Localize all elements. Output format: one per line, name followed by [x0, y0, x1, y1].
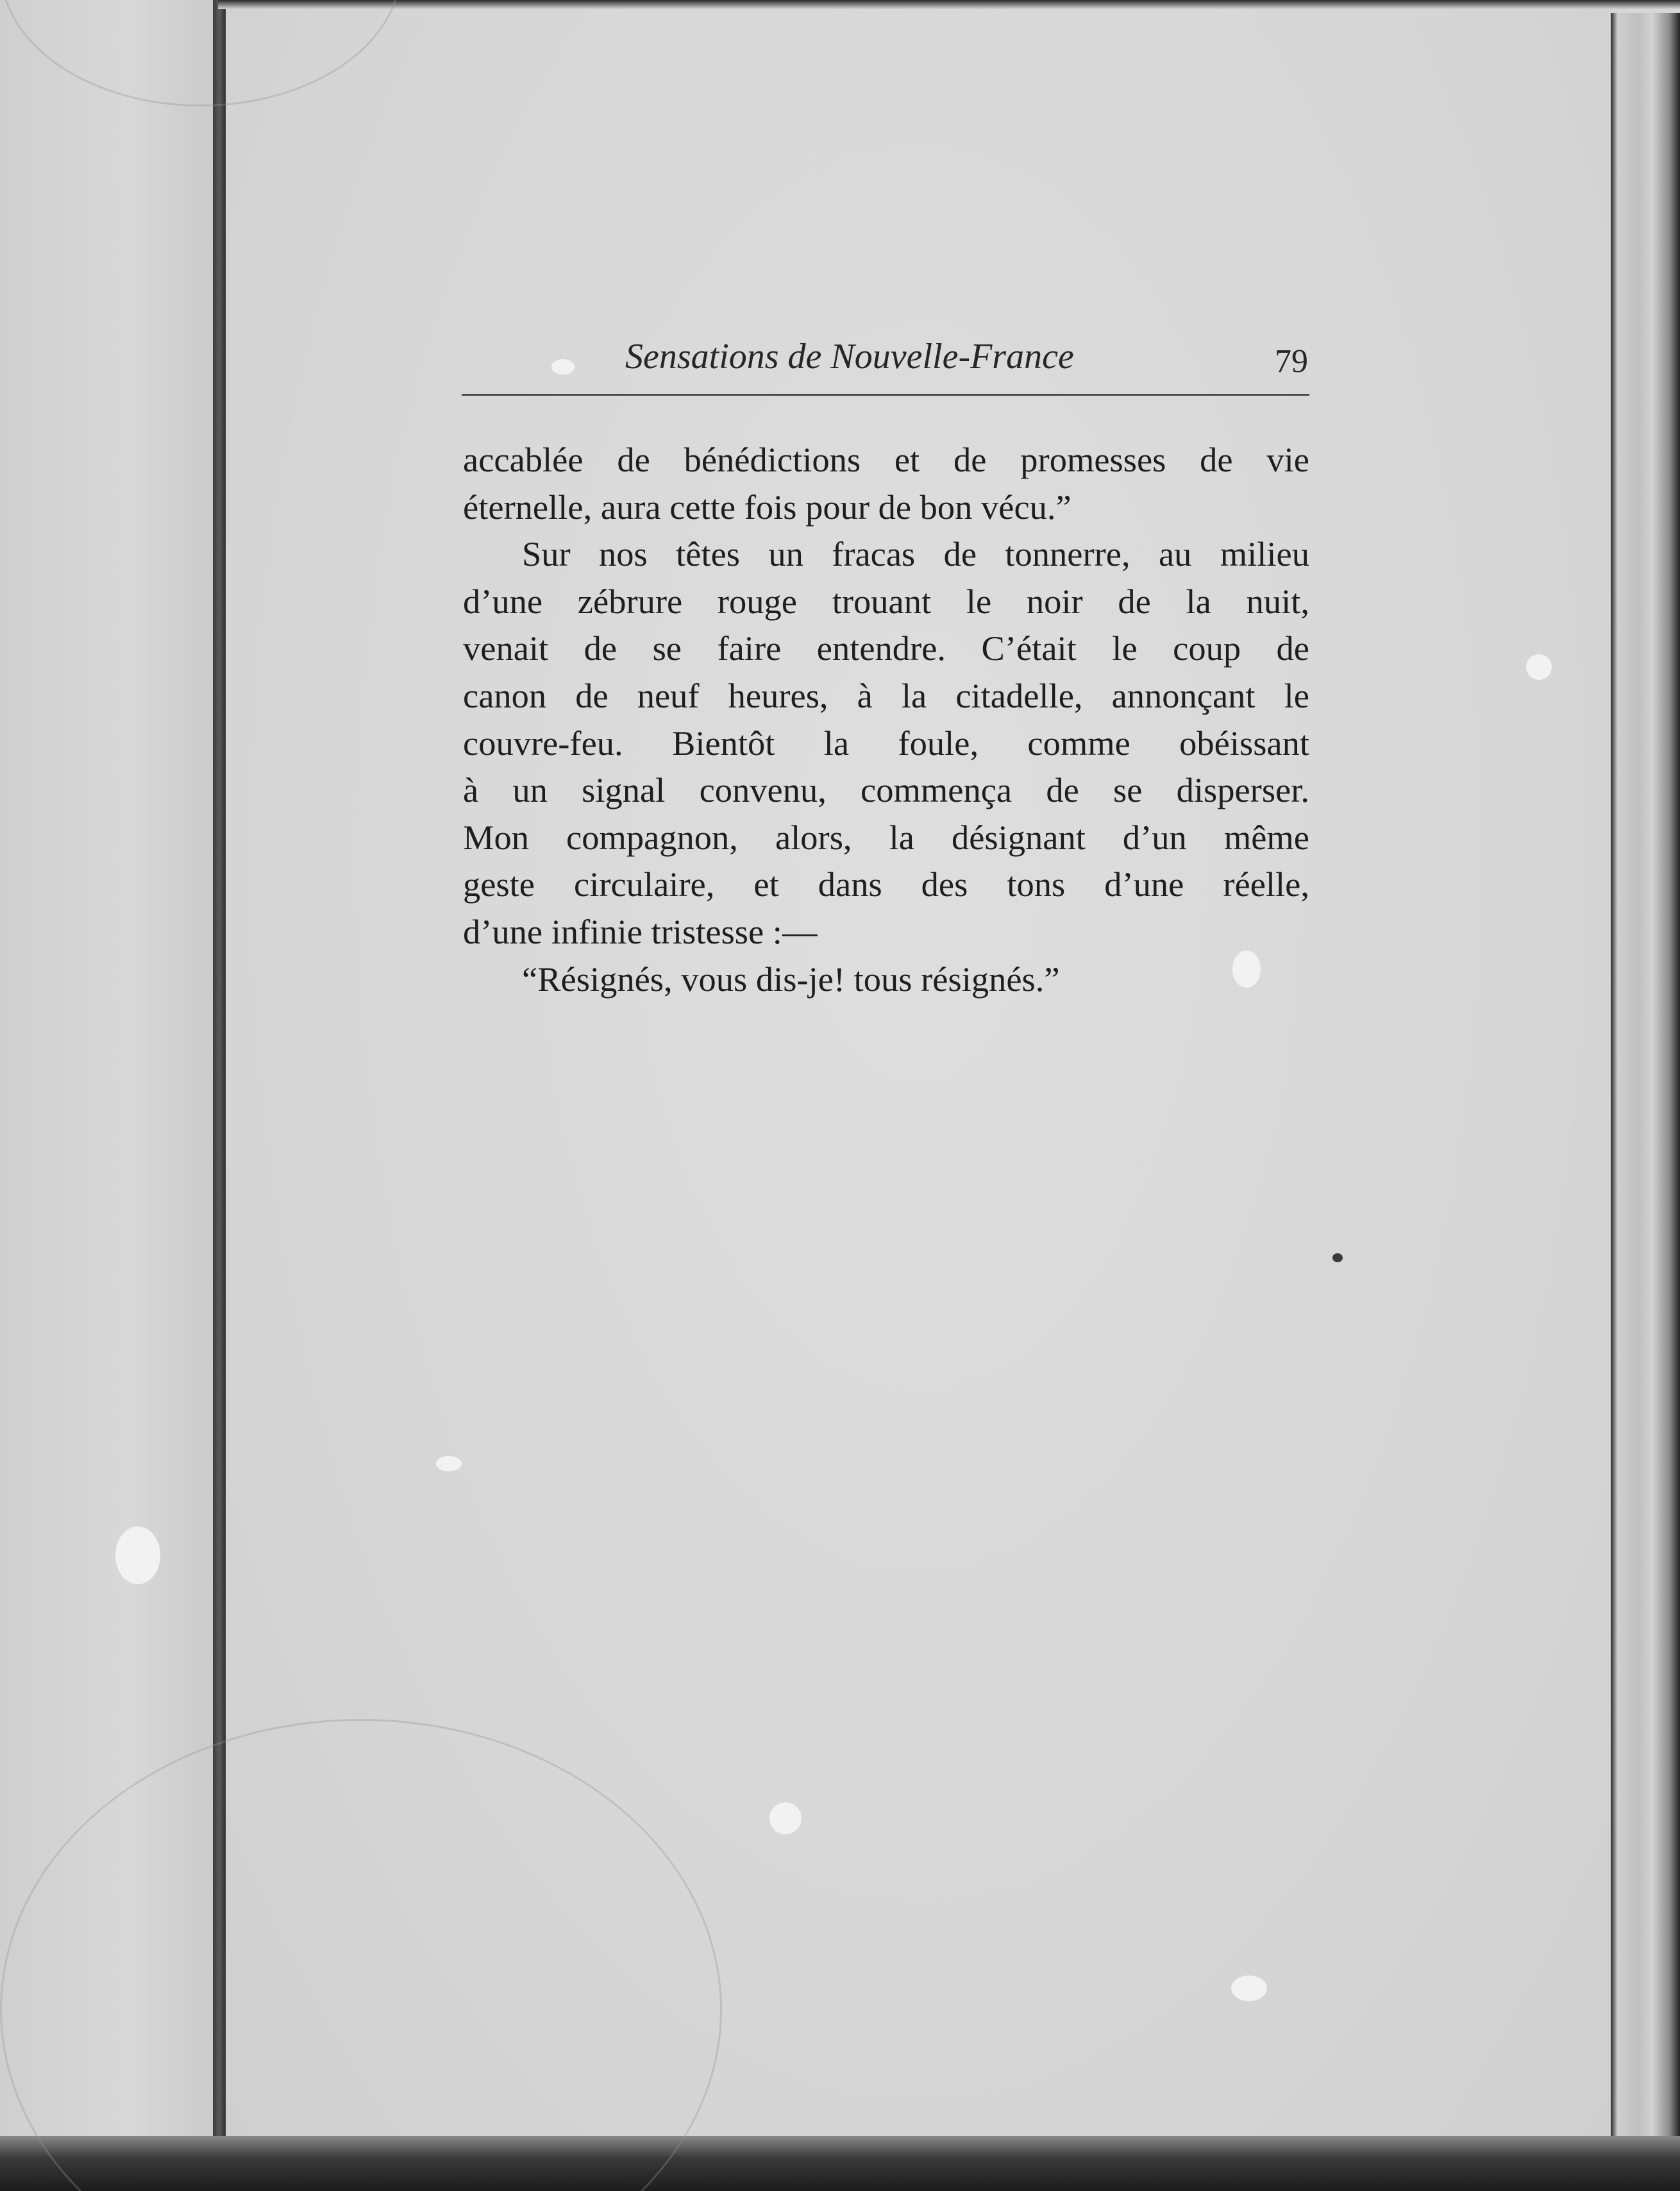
text-line: canon de neuf heures, à la citadelle, annonçant le — [463, 675, 1309, 715]
top-page-edge — [218, 0, 1680, 9]
dust-speck — [769, 1802, 802, 1834]
header-rule — [462, 394, 1309, 396]
page-number: 79 — [1275, 343, 1308, 380]
text-line: à un signal convenu, commença de se disperser. — [463, 770, 1309, 810]
running-title: Sensations de Nouvelle-France — [625, 337, 1074, 376]
text-line: d’une zébrure rouge trouant le noir de la nuit, — [463, 581, 1309, 621]
text-line: geste circulaire, et dans des tons d’une réelle, — [463, 865, 1309, 904]
ink-speck — [1332, 1253, 1343, 1262]
dust-speck — [1526, 654, 1552, 680]
dust-speck — [115, 1527, 160, 1584]
text-line: couvre-feu. Bientôt la foule, comme obéissant — [463, 723, 1309, 763]
dust-speck — [1231, 1975, 1267, 2001]
text-line: Sur nos têtes un fracas de tonnerre, au milieu — [522, 534, 1309, 574]
text-line: d’une infinie tristesse :— — [463, 911, 818, 951]
right-page-edge — [1611, 13, 1680, 2161]
text-line: Mon compagnon, alors, la désignant d’un même — [463, 817, 1309, 857]
body-text — [463, 436, 1309, 1002]
page-header — [462, 334, 1308, 385]
text-line: éternelle, aura cette fois pour de bon vécu.” — [463, 487, 1071, 527]
text-line: “Résignés, vous dis-je! tous résignés.” — [522, 959, 1060, 999]
text-line: venait de se faire entendre. C’était le coup de — [463, 629, 1309, 668]
dust-speck — [436, 1456, 462, 1471]
text-line: accablée de bénédictions et de promesses de vie — [463, 440, 1309, 479]
